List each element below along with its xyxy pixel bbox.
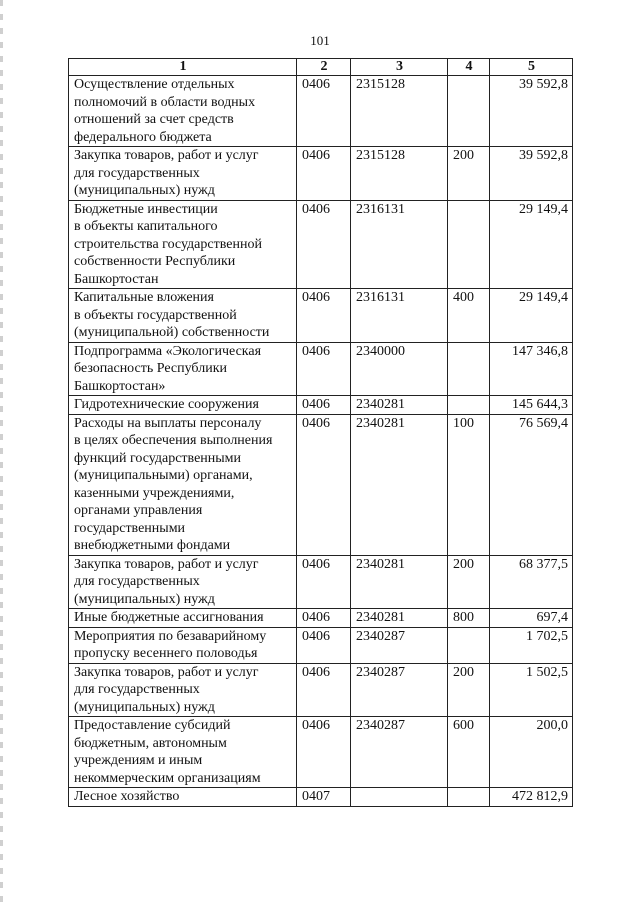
row-section: 0406 [297,663,351,717]
row-target: 2315128 [351,76,448,147]
table-row [69,663,573,717]
row-name: Закупка товаров, работ и услуг для государственных (муниципальных) нужд [69,663,297,717]
row-target: 2340287 [351,717,448,788]
row-name: Осуществление отдельных полномочий в области водных отношений за счет средств федерального бюджета [69,76,297,147]
row-target: 2340287 [351,627,448,663]
row-kind: 400 [448,289,490,343]
row-target: 2340000 [351,342,448,396]
row-amount: 145 644,3 [490,396,573,415]
table-row [69,396,573,415]
row-amount: 1 702,5 [490,627,573,663]
table-row [69,788,573,807]
row-section: 0406 [297,609,351,628]
row-target: 2340281 [351,414,448,555]
row-kind [448,200,490,289]
header-col-1: 1 [69,59,297,76]
row-target: 2340281 [351,555,448,609]
row-kind: 200 [448,147,490,201]
row-section: 0406 [297,627,351,663]
row-target: 2316131 [351,289,448,343]
row-target: 2340287 [351,663,448,717]
row-section: 0406 [297,717,351,788]
row-name: Подпрограмма «Экологическая безопасность Республики Башкортостан» [69,342,297,396]
row-section: 0407 [297,788,351,807]
row-name: Закупка товаров, работ и услуг для государственных (муниципальных) нужд [69,147,297,201]
row-target: 2340281 [351,609,448,628]
table-row [69,609,573,628]
row-amount: 39 592,8 [490,147,573,201]
row-amount: 200,0 [490,717,573,788]
row-kind: 100 [448,414,490,555]
row-target: 2340281 [351,396,448,415]
table-row [69,342,573,396]
row-section: 0406 [297,200,351,289]
scan-edge-artifact [0,0,3,905]
table-row [69,289,573,343]
row-name: Иные бюджетные ассигнования [69,609,297,628]
row-amount: 76 569,4 [490,414,573,555]
row-name: Расходы на выплаты персоналу в целях обеспечения выполнения функций государственными (муниципальными) органами, казенными учреждениями, органами управления государственными внебюджетными фондами [69,414,297,555]
row-target: 2316131 [351,200,448,289]
row-name: Предоставление субсидий бюджетным, автономным учреждениям и иным некоммерческим организациям [69,717,297,788]
row-kind [448,76,490,147]
row-amount: 697,4 [490,609,573,628]
row-section: 0406 [297,342,351,396]
header-col-4: 4 [448,59,490,76]
row-amount: 147 346,8 [490,342,573,396]
row-target [351,788,448,807]
row-name: Капитальные вложения в объекты государственной (муниципальной) собственности [69,289,297,343]
table-row [69,555,573,609]
row-kind [448,342,490,396]
header-col-5: 5 [490,59,573,76]
header-row [69,59,573,76]
row-target: 2315128 [351,147,448,201]
row-section: 0406 [297,555,351,609]
row-amount: 29 149,4 [490,289,573,343]
row-section: 0406 [297,414,351,555]
row-amount: 472 812,9 [490,788,573,807]
row-kind: 800 [448,609,490,628]
table-row [69,147,573,201]
row-name: Мероприятия по безаварийному пропуску весеннего половодья [69,627,297,663]
row-name: Закупка товаров, работ и услуг для государственных (муниципальных) нужд [69,555,297,609]
row-amount: 68 377,5 [490,555,573,609]
row-amount: 1 502,5 [490,663,573,717]
budget-table [68,58,573,807]
row-amount: 29 149,4 [490,200,573,289]
row-kind: 600 [448,717,490,788]
header-col-3: 3 [351,59,448,76]
row-kind [448,788,490,807]
row-amount: 39 592,8 [490,76,573,147]
table-row [69,76,573,147]
page-number: 101 [310,33,330,48]
row-kind [448,627,490,663]
header-col-2: 2 [297,59,351,76]
table-row [69,200,573,289]
row-kind: 200 [448,663,490,717]
row-name: Бюджетные инвестиции в объекты капитального строительства государственной собственности Республики Башкортостан [69,200,297,289]
row-kind: 200 [448,555,490,609]
row-kind [448,396,490,415]
row-section: 0406 [297,289,351,343]
table-row [69,627,573,663]
row-name: Гидротехнические сооружения [69,396,297,415]
row-section: 0406 [297,396,351,415]
row-section: 0406 [297,76,351,147]
row-name: Лесное хозяйство [69,788,297,807]
row-section: 0406 [297,147,351,201]
table-row [69,717,573,788]
table-row [69,414,573,555]
